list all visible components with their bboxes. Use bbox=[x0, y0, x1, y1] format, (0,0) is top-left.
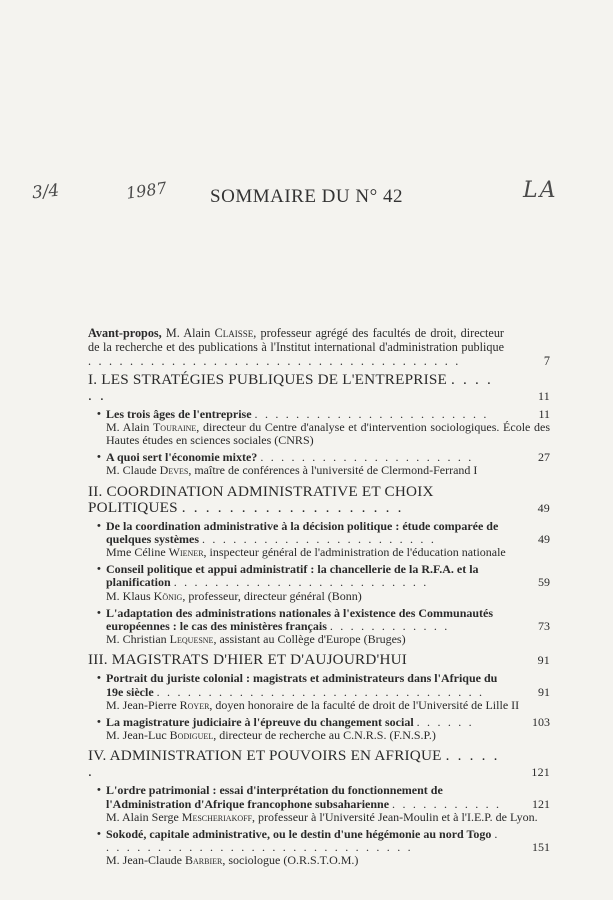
section-heading bbox=[88, 652, 550, 668]
article-title: De la coordination administrative à la décision politique : étude comparée de quelques systèmes bbox=[106, 518, 499, 546]
article-author bbox=[106, 590, 550, 603]
section-page: 91 bbox=[537, 653, 550, 668]
author-description: , professeur, directeur général (Bonn) bbox=[182, 588, 362, 603]
article-page: 151 bbox=[532, 840, 550, 855]
section-heading bbox=[88, 372, 550, 404]
author-name: Touraine bbox=[152, 419, 197, 434]
article-title: Portrait du juriste colonial : magistrats et administrateurs dans l'Afrique du 19e siècle bbox=[106, 671, 498, 699]
author-prefix: M. Jean-Claude bbox=[106, 853, 185, 868]
bullet-icon: • bbox=[97, 563, 101, 576]
author-description: , sociologue (O.R.S.T.O.M.) bbox=[222, 853, 359, 868]
author-description: , directeur du Centre d'analyse et d'intervention sociologiques. École des Hautes études en sciences sociales (CNRS) bbox=[106, 419, 550, 448]
bullet-icon: • bbox=[97, 784, 101, 797]
article-title: L'ordre patrimonial : essai d'interprétation du fonctionnement de l'Administration d'Afrique francophone subsaharienne bbox=[106, 783, 443, 811]
foreword-label: Avant-propos, bbox=[88, 326, 162, 340]
leader-dots: . . . . . . . . . . . . . . . . . . . . . . . bbox=[254, 406, 489, 421]
author-prefix: M. Christian bbox=[106, 632, 170, 647]
article-title: Les trois âges de l'entreprise bbox=[106, 406, 252, 421]
leader-dots: . . . . . . . . . . . . . . . . . . . . . . . . . . . . . . . . bbox=[156, 684, 485, 699]
foreword-author-name: Claisse bbox=[214, 326, 254, 340]
author-prefix: M. Jean-Pierre bbox=[106, 697, 180, 712]
author-prefix: M. Klaus bbox=[106, 588, 154, 603]
section-title: II. COORDINATION ADMINISTRATIVE ET CHOIX POLITIQUES bbox=[88, 482, 434, 516]
bullet-icon: • bbox=[97, 672, 101, 685]
author-name: Royer bbox=[179, 697, 210, 712]
article-title: La magistrature judiciaire à l'épreuve du changement social bbox=[106, 715, 414, 730]
article-page: 73 bbox=[538, 619, 550, 634]
author-name: Lequesne bbox=[169, 632, 214, 647]
author-description: , professeur à l'Université Jean-Moulin et à l'I.E.P. de Lyon. bbox=[252, 809, 538, 824]
handwritten-note-year: 1987 bbox=[124, 178, 168, 203]
author-name: Wiener bbox=[168, 545, 204, 560]
article-page: 27 bbox=[538, 450, 550, 465]
leader-dots: . . . . . . . . . . . . . . . . . . . . . . . bbox=[202, 531, 437, 546]
bullet-icon: • bbox=[97, 828, 101, 841]
leader-dots: . . . . . . . . . . . . bbox=[329, 619, 450, 634]
leader-dots: . . . . . . . . . . . . . . . . . . . . . . . . . . . . . . . . . . . . bbox=[88, 354, 461, 369]
bullet-icon: • bbox=[97, 519, 101, 532]
leader-dots: . . . . . . . . . . . . . . . . . . . . . bbox=[260, 450, 474, 465]
article-author bbox=[106, 633, 550, 646]
author-description: , maître de conférences à l'université de Clermond-Ferrand I bbox=[188, 463, 478, 478]
article-title: A quoi sert l'économie mixte? bbox=[106, 450, 258, 465]
foreword-entry bbox=[88, 326, 550, 369]
bullet-icon: • bbox=[97, 606, 101, 619]
author-prefix: M. Jean-Luc bbox=[106, 728, 170, 743]
article-author bbox=[106, 729, 550, 742]
article-author bbox=[106, 811, 550, 824]
table-of-contents bbox=[88, 326, 550, 868]
article-author bbox=[106, 421, 550, 447]
article-author bbox=[106, 464, 550, 477]
leader-dots: . . . . . . . . . . . . . . . . . . . . . . . . . bbox=[173, 575, 429, 590]
author-name: Bodiguel bbox=[169, 728, 214, 743]
article-author bbox=[106, 546, 550, 559]
page-title: SOMMAIRE DU N° 42 bbox=[210, 186, 403, 207]
leader-dots: . . . . . . . . . . . . . . . . . . . bbox=[181, 498, 404, 516]
bullet-icon: • bbox=[97, 716, 101, 729]
section-title: I. LES STRATÉGIES PUBLIQUES DE L'ENTREPRISE bbox=[88, 370, 447, 388]
leader-dots: . . . . . . bbox=[416, 715, 474, 730]
handwritten-note-left: 3/4 bbox=[31, 180, 61, 204]
article-page: 91 bbox=[538, 684, 550, 699]
section-heading bbox=[88, 748, 550, 780]
section-page: 121 bbox=[531, 765, 550, 780]
article-title: Sokodé, capitale administrative, ou le destin d'une hégémonie au nord Togo bbox=[106, 827, 492, 842]
section-title: IV. ADMINISTRATION ET POUVOIRS EN AFRIQUE bbox=[88, 747, 442, 765]
article-entry bbox=[97, 406, 550, 448]
article-page: 11 bbox=[538, 406, 550, 421]
article-page: 121 bbox=[532, 796, 550, 811]
article-entry bbox=[97, 562, 550, 603]
article-author bbox=[106, 699, 550, 712]
author-prefix: M. Alain bbox=[106, 419, 153, 434]
article-entry bbox=[97, 671, 550, 712]
author-name: Mescheriakoff bbox=[181, 809, 253, 824]
section-page: 11 bbox=[538, 388, 550, 403]
article-title: L'adaptation des administrations nationales à l'existence des Communautés européennes : le cas des ministères français bbox=[106, 605, 494, 634]
foreword-description: , professeur agrégé des facultés de droit, directeur de la recherche et des publications à l'Institut international d'administration publique bbox=[88, 326, 504, 355]
section-heading bbox=[88, 484, 550, 516]
leader-dots: . . . . . . . . . . . bbox=[392, 796, 502, 811]
article-page: 103 bbox=[532, 715, 550, 730]
article-entry bbox=[97, 605, 550, 647]
author-description: , inspecteur général de l'administration de l'éducation nationale bbox=[203, 545, 506, 560]
foreword-page: 7 bbox=[543, 354, 550, 369]
section-page: 49 bbox=[537, 500, 550, 515]
article-entry bbox=[97, 827, 550, 868]
article-entry bbox=[97, 518, 550, 560]
author-name: Deves bbox=[159, 463, 189, 478]
leader-dots: . . . . . . . . . . . . . . . . . . . . . . . . . . . . . . . bbox=[106, 827, 500, 855]
article-entry bbox=[97, 450, 550, 478]
author-prefix: M. Alain Serge bbox=[106, 809, 182, 824]
handwritten-note-right: LA bbox=[523, 178, 558, 203]
article-entry bbox=[97, 715, 550, 743]
article-page: 49 bbox=[538, 531, 550, 546]
foreword-author-prefix: M. Alain bbox=[161, 326, 215, 340]
bullet-icon: • bbox=[97, 451, 101, 464]
author-name: König bbox=[153, 588, 183, 603]
author-description: , assistant au Collège d'Europe (Bruges) bbox=[213, 632, 406, 647]
section-title: III. MAGISTRATS D'HIER ET D'AUJOURD'HUI bbox=[88, 651, 408, 669]
author-name: Barbier bbox=[184, 853, 223, 868]
leader-dots: . . . . . . bbox=[88, 370, 493, 404]
article-page: 59 bbox=[538, 575, 550, 590]
author-prefix: M. Claude bbox=[106, 463, 160, 478]
article-author bbox=[106, 854, 550, 867]
author-prefix: Mme Céline bbox=[106, 545, 169, 560]
bullet-icon: • bbox=[97, 407, 101, 420]
article-entry bbox=[97, 783, 550, 824]
author-description: , directeur de recherche au C.N.R.S. (F.N.S.P.) bbox=[213, 728, 436, 743]
author-description: , doyen honoraire de la faculté de droit de l'Université de Lille II bbox=[209, 697, 520, 712]
leader-dots: . . . . . . bbox=[88, 747, 500, 781]
article-title: Conseil politique et appui administratif : la chancellerie de la R.F.A. et la planification bbox=[106, 562, 479, 590]
